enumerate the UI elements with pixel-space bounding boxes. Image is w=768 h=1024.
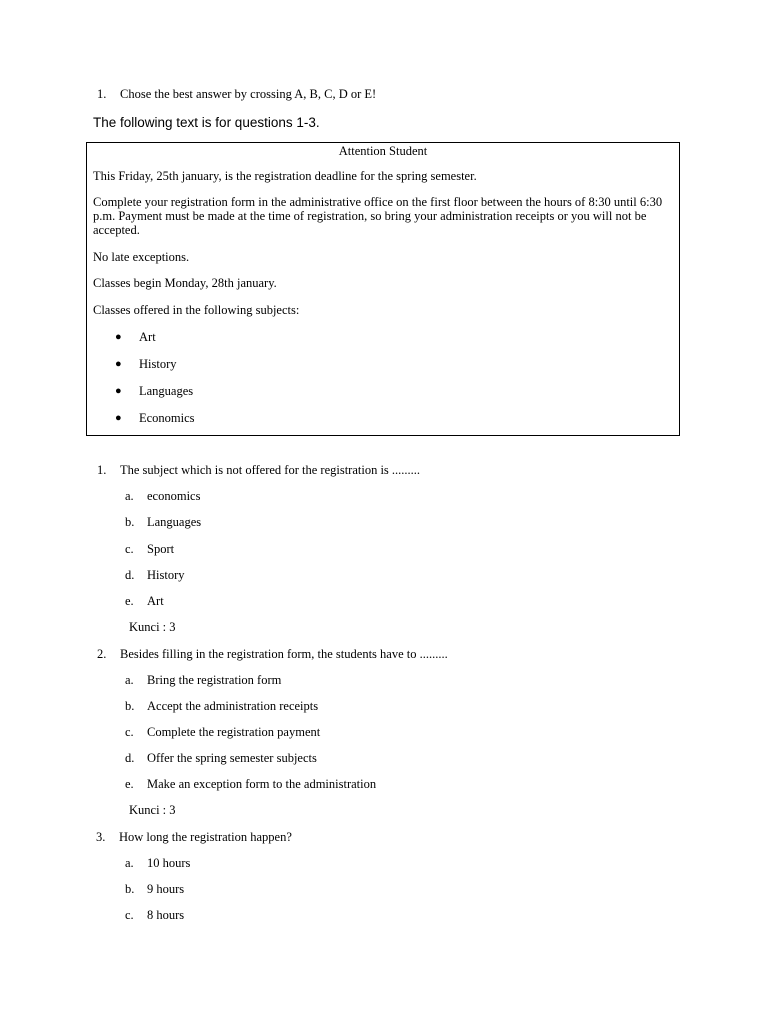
bullet-icon: ● [115,331,122,343]
option-letter: a. [125,489,134,503]
option-text: Complete the registration payment [147,725,321,739]
option-letter: a. [125,856,134,870]
question-text: The subject which is not offered for the registration is ......... [120,463,421,477]
notice-paragraph: Classes begin Monday, 28th january. [93,276,277,290]
option-letter: a. [125,673,134,687]
option-letter: d. [125,751,135,765]
notice-paragraph: Classes offered in the following subjects: [93,303,300,317]
option-text: Sport [147,542,175,556]
option-text: Languages [147,515,202,529]
question-number: 1. [97,463,107,477]
question-number: 2. [97,647,107,661]
option-letter: e. [125,594,134,608]
option-letter: c. [125,725,134,739]
option-letter: b. [125,699,135,713]
option-text: 9 hours [147,882,185,896]
notice-title: Attention Student [338,144,428,158]
intro-text: The following text is for questions 1-3. [93,115,320,130]
option-text: economics [147,489,201,503]
question-number: 3. [96,830,106,844]
option-letter: e. [125,777,134,791]
option-letter: b. [125,515,135,529]
answer-key: Kunci : 3 [129,620,176,634]
instruction-number: 1. [97,87,107,101]
subject-item: Languages [139,384,194,398]
option-text: Art [147,594,164,608]
question-text: Besides filling in the registration form, the students have to ......... [120,647,448,661]
subject-item: Art [139,330,156,344]
option-text: History [147,568,185,582]
question-text: How long the registration happen? [119,830,292,844]
notice-paragraph: Complete your registration form in the administrative office on the first floor between the hours of 8:30 until 6:30 p.m. Payment must be made at the time of registration, so bring your administration receipts or you will not be accepted. [93,195,663,237]
option-letter: c. [125,542,134,556]
option-text: 10 hours [147,856,191,870]
option-letter: c. [125,908,134,922]
notice-box [86,142,680,436]
answer-key: Kunci : 3 [129,803,176,817]
option-text: Make an exception form to the administration [147,777,377,791]
bullet-icon: ● [115,358,122,370]
option-letter: d. [125,568,135,582]
option-letter: b. [125,882,135,896]
subject-item: Economics [139,411,195,425]
option-text: 8 hours [147,908,185,922]
bullet-icon: ● [115,412,122,424]
option-text: Accept the administration receipts [147,699,319,713]
notice-paragraph: No late exceptions. [93,250,190,264]
bullet-icon: ● [115,385,122,397]
instruction-text: Chose the best answer by crossing A, B, C, D or E! [120,87,377,101]
notice-paragraph: This Friday, 25th january, is the registration deadline for the spring semester. [93,169,477,183]
subject-item: History [139,357,177,371]
option-text: Bring the registration form [147,673,282,687]
option-text: Offer the spring semester subjects [147,751,317,765]
